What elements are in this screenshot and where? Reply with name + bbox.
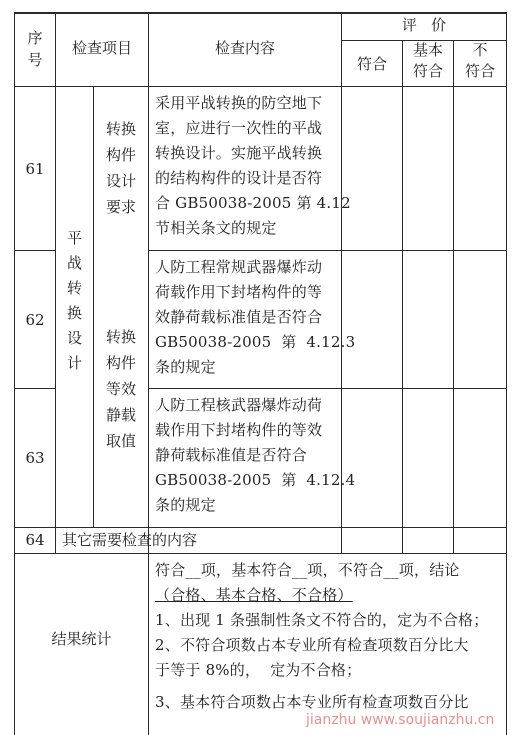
table-border-left xyxy=(14,12,15,735)
col-basic-divider xyxy=(453,40,454,553)
watermark-text: jianzhu www.soujianzhu.cn xyxy=(306,712,495,728)
row-63-number: 63 xyxy=(25,449,45,467)
row-64-number: 64 xyxy=(25,531,45,549)
header-conform: 符合 xyxy=(356,55,387,73)
header-bottom-line xyxy=(14,86,507,87)
summary-line-3: 1、出现 1 条强制性条文不符合的，定为不合格； xyxy=(155,611,489,629)
summary-line-1: 符合__项，基本符合__项，不符合__项，结论 xyxy=(155,561,460,579)
row-63-content: 人防工程核武器爆炸动荷 载作用下封堵构件的等效 静荷载标准值是否符合 GB50038-2005 第 4.12.4 条的规定 xyxy=(155,396,356,514)
header-basic-conform: 基本 符合 xyxy=(412,41,443,80)
summary-label: 结果统计 xyxy=(51,630,112,648)
col-conform-divider xyxy=(402,40,403,553)
header-no: 序 号 xyxy=(27,29,43,69)
row-62-number: 62 xyxy=(25,311,45,329)
row-61-number: 61 xyxy=(25,160,45,178)
row-62-content: 人防工程常规武器爆炸动 荷载作用下封堵构件的等 效静荷载标准值是否符合 GB50038-2005 第 4.12.3 条的规定 xyxy=(155,258,356,376)
header-nonconform: 不 符合 xyxy=(464,41,495,80)
row62-bottom-left xyxy=(14,388,55,389)
row-64-content: 其它需要检查的内容 xyxy=(62,531,198,549)
summary-line-4: 2、不符合项数占本专业所有检查项数百分比大 xyxy=(155,636,469,654)
summary-line-6: 3、基本符合项数占本专业所有检查项数百分比 xyxy=(155,693,469,711)
col-item-divider xyxy=(148,12,149,735)
summary-line-2: （合格、基本合格、不合格） xyxy=(155,586,353,604)
row64-bottom-line xyxy=(14,553,507,554)
row63-bottom-line xyxy=(14,527,507,528)
row-61-sub-item: 转换 构件 设计 要求 xyxy=(105,120,136,216)
summary-line-5: 于等于 8%的， 定为不合格； xyxy=(155,661,362,679)
header-check-content: 检查内容 xyxy=(214,39,275,57)
header-check-item: 检查项目 xyxy=(71,39,132,57)
row-61-content: 采用平战转换的防空地下 室，应进行一次性的平战 转换设计。实施平战转换 的结构构件的设计是否符 合 GB50038-2005 第 4.12 节相关条文的规定 xyxy=(155,94,351,237)
table-border-right xyxy=(506,12,507,735)
row61-bottom-left xyxy=(14,250,55,251)
table-border-top xyxy=(14,12,507,14)
group-label-wartime-conversion: 平 战 转 换 设 计 xyxy=(66,229,82,372)
row-62-63-sub-item: 转换 构件 等效 静载 取值 xyxy=(105,328,136,450)
header-evaluation: 评 价 xyxy=(401,16,447,34)
